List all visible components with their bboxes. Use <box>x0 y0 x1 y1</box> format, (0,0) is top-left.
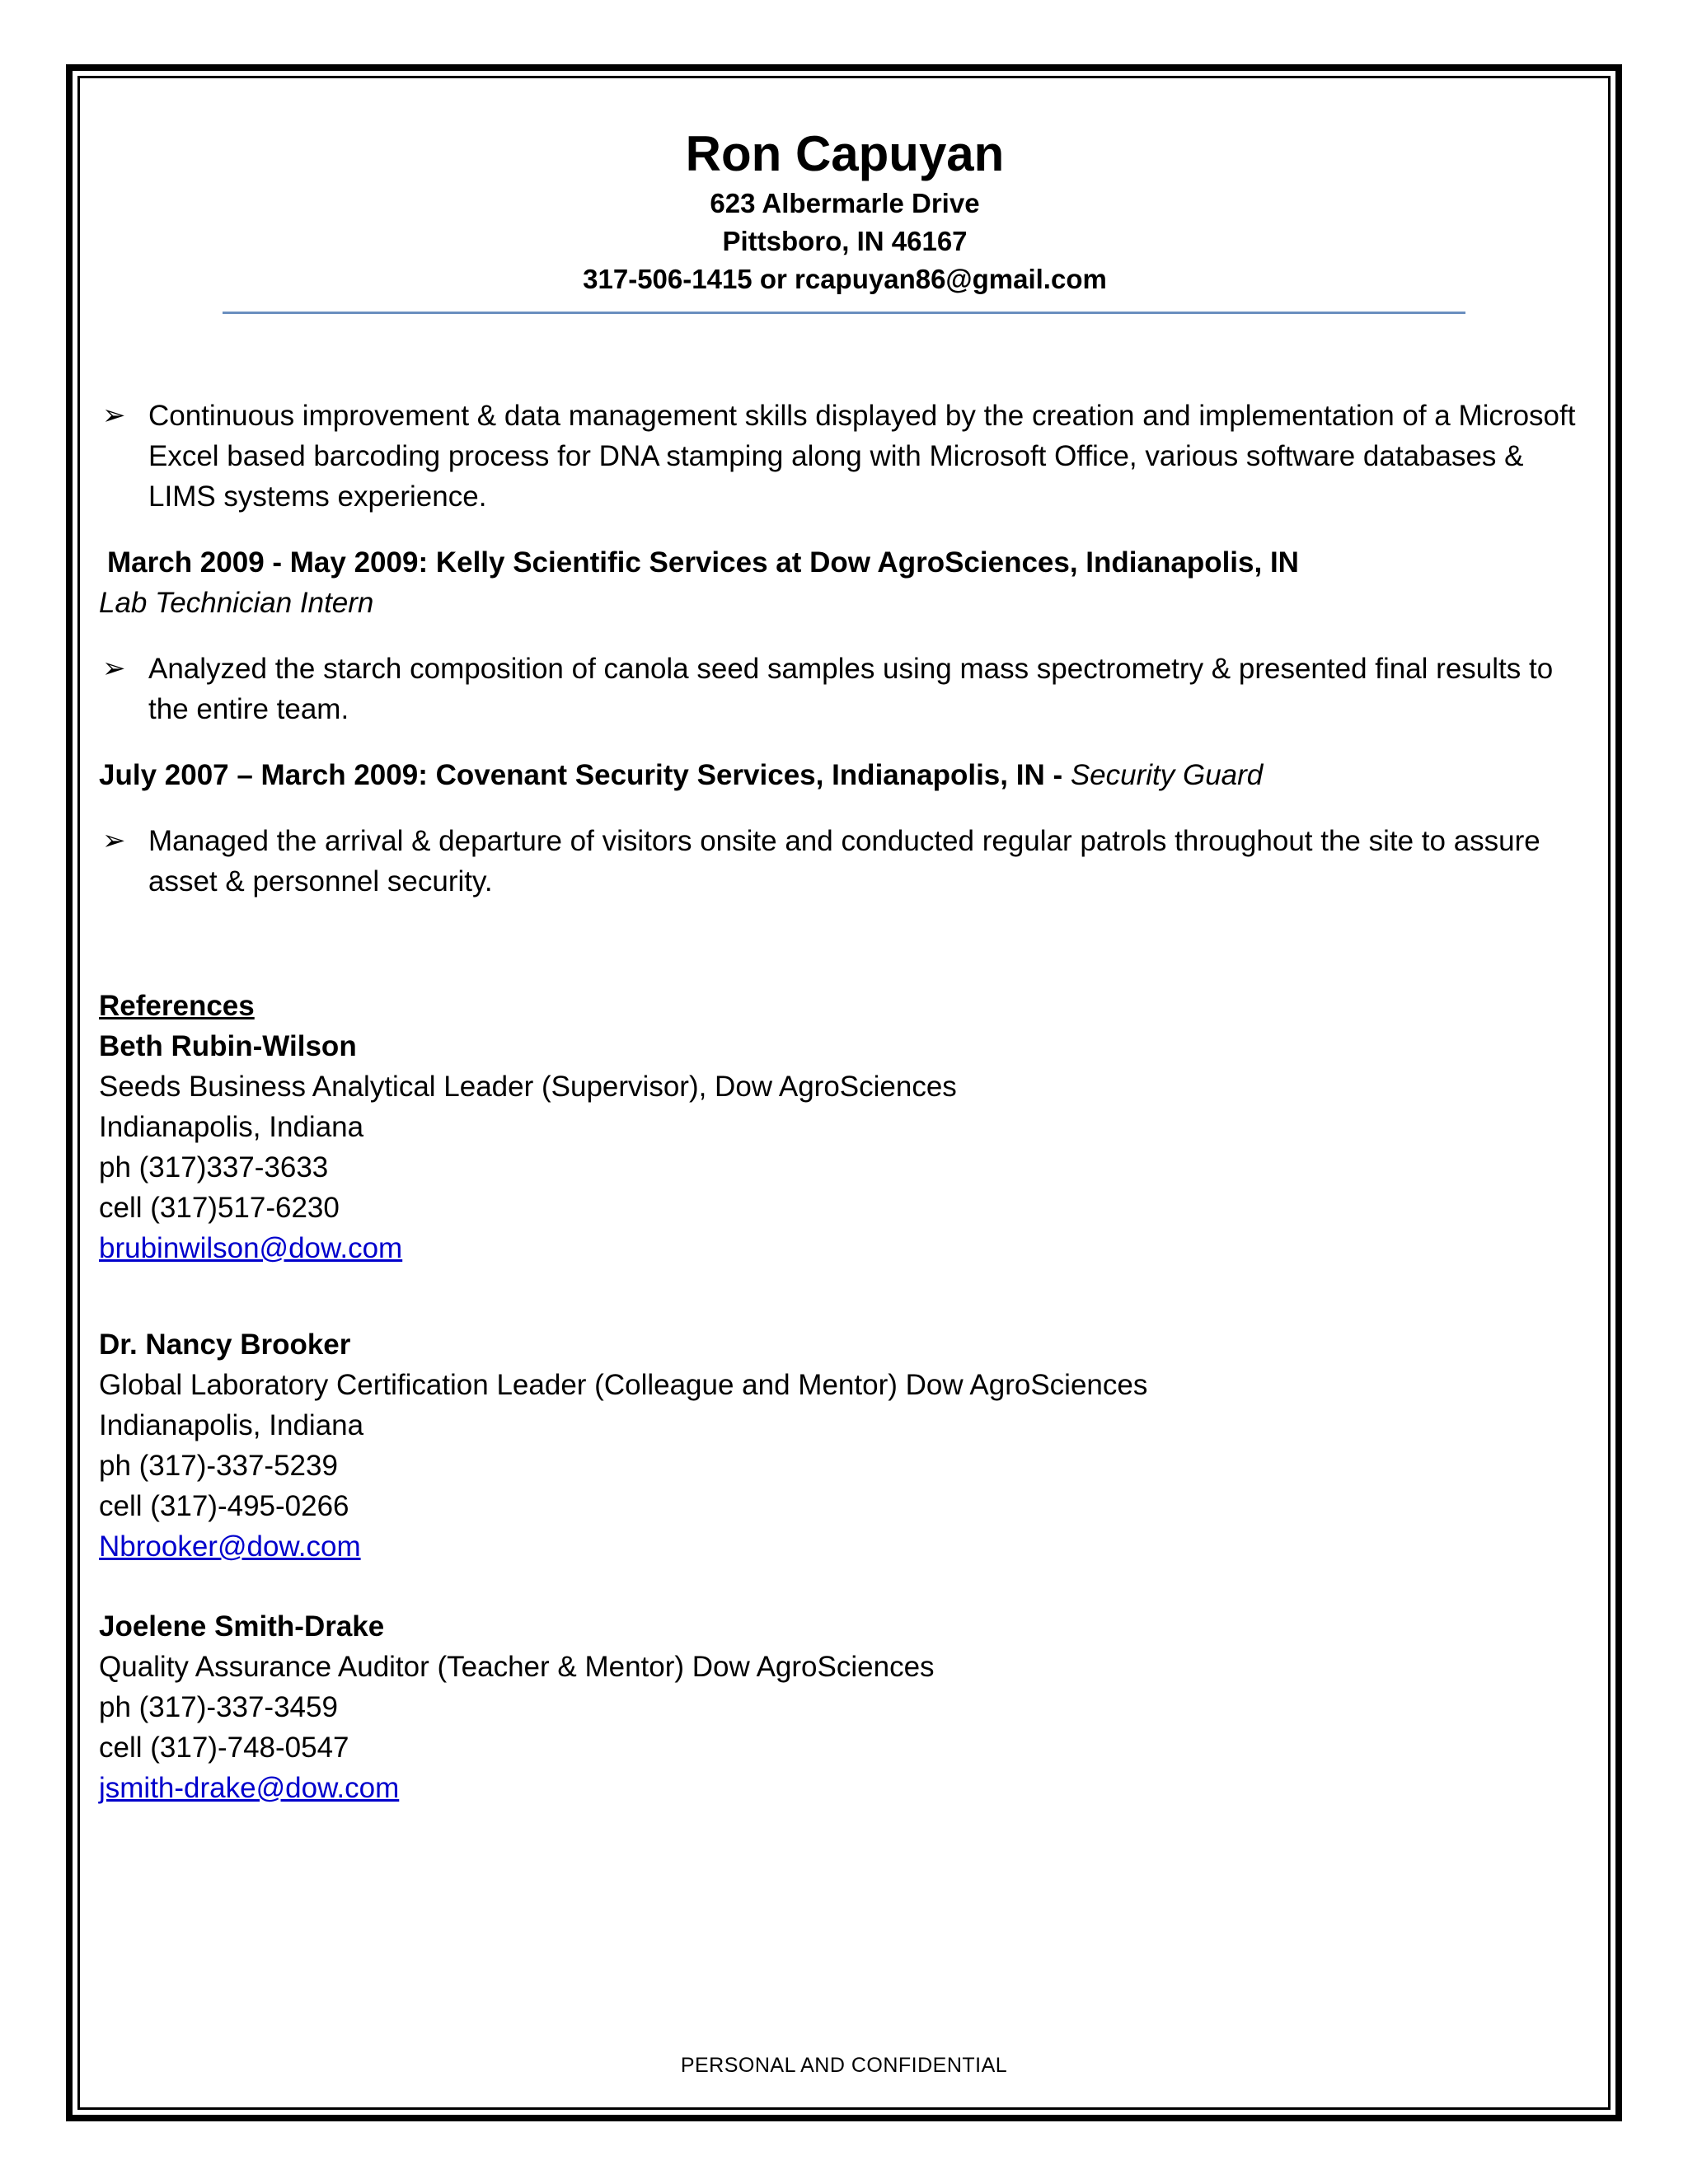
reference-2 <box>99 1324 1591 1567</box>
job-heading-text-2: July 2007 – March 2009: Covenant Security Services, Indianapolis, IN - <box>99 759 1071 791</box>
reference-location: Indianapolis, Indiana <box>99 1409 364 1441</box>
spacer <box>99 517 1591 542</box>
job-bullet-text-2: Managed the arrival & departure of visitors onsite and conducted regular patrols throughout the site to assure asset & personnel security. <box>148 825 1540 898</box>
reference-email-link[interactable]: jsmith-drake@dow.com <box>99 1772 400 1804</box>
resume-header <box>99 124 1591 298</box>
candidate-name: Ron Capuyan <box>685 126 1005 181</box>
reference-name: Dr. Nancy Brooker <box>99 1329 351 1361</box>
summary-bullet <box>99 396 1591 517</box>
job-bullet-2 <box>99 821 1591 902</box>
confidential-footer: PERSONAL AND CONFIDENTIAL <box>680 2054 1008 2077</box>
reference-location: Indianapolis, Indiana <box>99 1111 364 1143</box>
reference-title: Seeds Business Analytical Leader (Supervisor), Dow AgroSciences <box>99 1071 957 1103</box>
contact-line: 317-506-1415 or rcapuyan86@gmail.com <box>583 264 1107 294</box>
arrowhead-bullet-icon: ➢ <box>102 653 126 684</box>
job-heading-1: March 2009 - May 2009: Kelly Scientific Services at Dow AgroSciences, Indianapolis, IN <box>107 546 1299 579</box>
resume-page <box>99 124 1591 1808</box>
reference-name: Joelene Smith-Drake <box>99 1610 385 1643</box>
references-heading: References <box>99 990 255 1022</box>
reference-title: Quality Assurance Auditor (Teacher & Mentor) Dow AgroSciences <box>99 1651 935 1683</box>
street-address: 623 Albermarle Drive <box>710 188 980 218</box>
job-role-1: Lab Technician Intern <box>99 587 374 619</box>
reference-email-link[interactable]: brubinwilson@dow.com <box>99 1232 403 1264</box>
reference-1 <box>99 1026 1591 1268</box>
reference-phone: ph (317)337-3633 <box>99 1151 329 1183</box>
job-bullet-text-1: Analyzed the starch composition of canola seed samples using mass spectrometry & presented final results to the entire team. <box>148 653 1554 725</box>
spacer <box>99 623 1591 649</box>
reference-title: Global Laboratory Certification Leader (Colleague and Mentor) Dow AgroSciences <box>99 1369 1148 1401</box>
job-bullet-1 <box>99 649 1591 729</box>
summary-text: Continuous improvement & data management skills displayed by the creation and implementation of a Microsoft Excel based barcoding process for DNA stamping along with Microsoft Office, various software databases & LIMS systems experience. <box>148 400 1576 513</box>
spacer <box>99 795 1591 821</box>
arrowhead-bullet-icon: ➢ <box>102 400 126 431</box>
spacer <box>99 902 1591 986</box>
spacer <box>99 1268 1591 1324</box>
reference-cell: cell (317)-495-0266 <box>99 1490 349 1522</box>
header-divider <box>223 312 1465 314</box>
reference-cell: cell (317)-748-0547 <box>99 1732 349 1764</box>
spacer <box>99 729 1591 755</box>
spacer <box>99 1567 1591 1606</box>
reference-3 <box>99 1606 1591 1808</box>
reference-cell: cell (317)517-6230 <box>99 1192 340 1224</box>
city-state-zip: Pittsboro, IN 46167 <box>722 226 968 256</box>
reference-name: Beth Rubin-Wilson <box>99 1030 357 1062</box>
reference-phone: ph (317)-337-5239 <box>99 1450 338 1482</box>
reference-email-link[interactable]: Nbrooker@dow.com <box>99 1530 361 1563</box>
arrowhead-bullet-icon: ➢ <box>102 825 126 856</box>
reference-phone: ph (317)-337-3459 <box>99 1691 338 1723</box>
job-role-2: Security Guard <box>1070 759 1264 791</box>
job-heading-2 <box>99 755 1591 795</box>
